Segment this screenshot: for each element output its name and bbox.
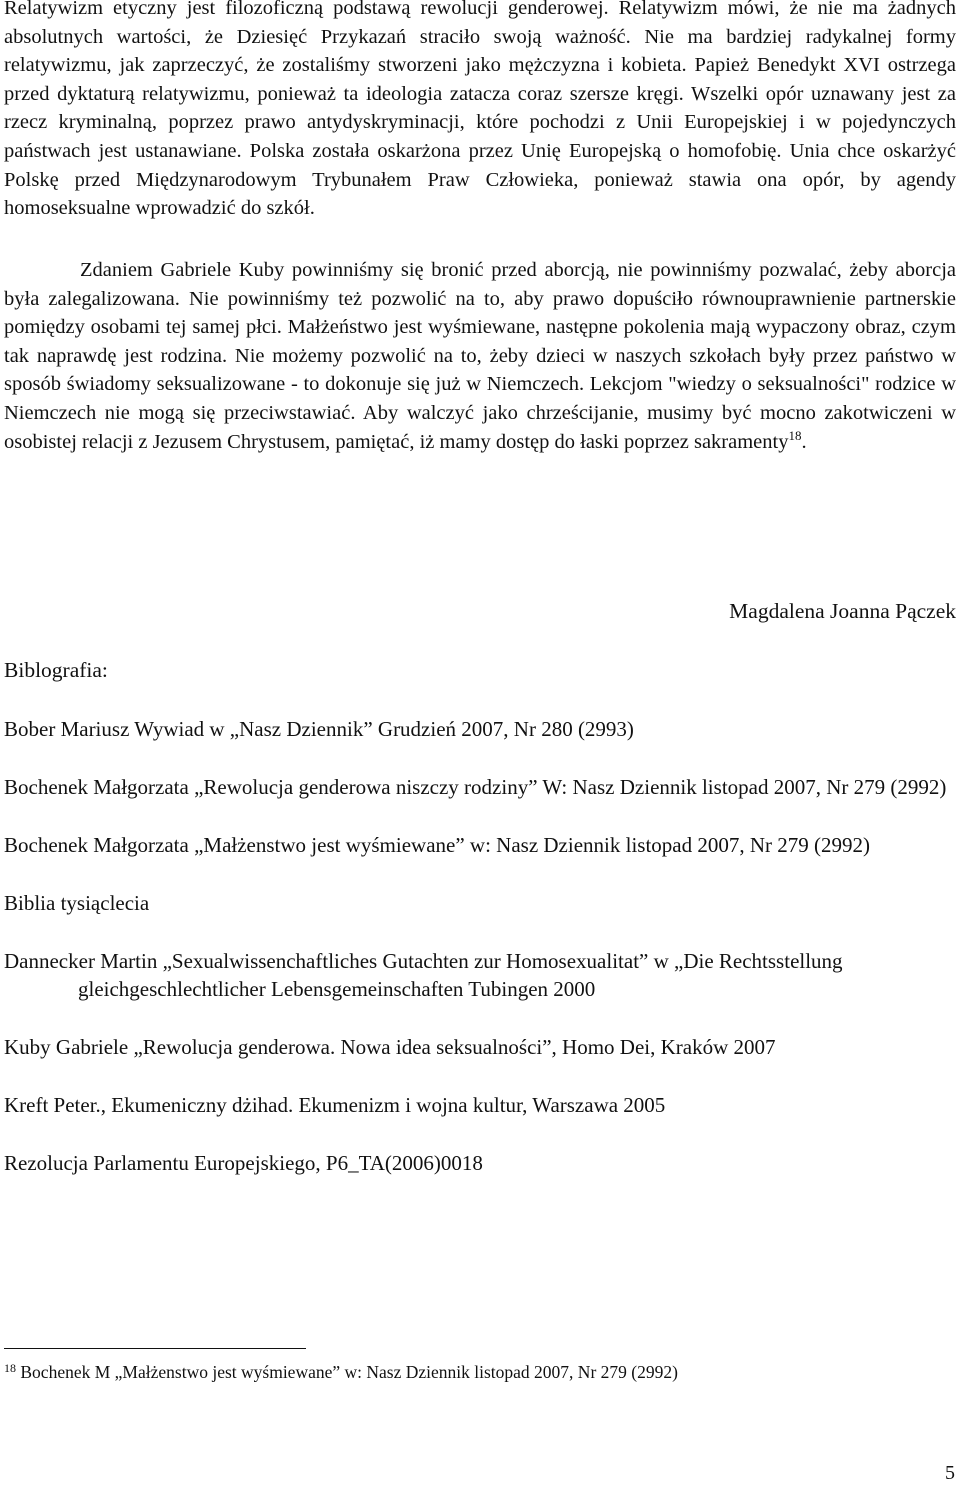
- body-paragraph-2: [4, 256, 956, 456]
- bibliography-entry: Biblia tysiąclecia: [4, 891, 150, 915]
- footnote-separator: [4, 1348, 306, 1349]
- bibliography-entry: Kreft Peter., Ekumeniczny dżihad. Ekumenizm i wojna kultur, Warszawa 2005: [4, 1093, 666, 1117]
- bibliography-entry: Dannecker Martin „Sexualwissenchaftliches Gutachten zur Homosexualitat” w „Die Rechtsstellung gleichgeschlechtlicher Lebensgemeinschaften Tubingen 2000: [4, 949, 843, 1001]
- sentence-end: .: [801, 430, 807, 453]
- paragraph-text: Zdaniem Gabriele Kuby powinniśmy się bronić przed aborcją, nie powinniśmy pozwalać, żeby aborcja była zalegalizowana. Nie powinniśmy też pozwolić na to, aby prawo dopuściło równouprawnienie partnerskie pomiędzy osobami tej samej płci. Małżeństwo jest wyśmiewane, następne pokolenia mają wypaczony obraz, czym tak naprawdę jest rodzina. Nie możemy pozwolić na to, żeby dzieci w naszych szkołach były przez państwo w sposób świadomy seksualizowane - to dokonuje się już w Niemczech. Lekcjom "wiedzy o seksualności" rodzice w Niemczech nie mogą się przeciwstawiać. Aby walczyć jako chrześcijanie, musimy być mocno zakotwiczeni w osobistej relacji z Jezusem Chrystusem, pamiętać, iż mamy dostęp do łaski poprzez sakramenty: [4, 259, 956, 453]
- bibliography-heading: Biblografia:: [4, 658, 108, 682]
- body-paragraph-1: [4, 0, 956, 223]
- footnote: [4, 1362, 678, 1383]
- bibliography-list: [4, 715, 949, 1207]
- bibliography-entry: Kuby Gabriele „Rewolucja genderowa. Nowa idea seksualności”, Homo Dei, Kraków 2007: [4, 1035, 776, 1059]
- bibliography-entry: Rezolucja Parlamentu Europejskiego, P6_TA(2006)0018: [4, 1151, 483, 1175]
- page-number: 5: [945, 1462, 955, 1484]
- footnote-reference[interactable]: 18: [788, 427, 802, 443]
- bibliography-entry: Bober Mariusz Wywiad w „Nasz Dziennik” Grudzień 2007, Nr 280 (2993): [4, 717, 634, 741]
- bibliography-entry: Bochenek Małgorzata „Małżenstwo jest wyśmiewane” w: Nasz Dziennik listopad 2007, Nr 279 (2992): [4, 833, 871, 857]
- footnote-number: 18: [4, 1361, 16, 1375]
- footnote-text: Bochenek M „Małżenstwo jest wyśmiewane” w: Nasz Dziennik listopad 2007, Nr 279 (2992): [20, 1362, 678, 1382]
- bibliography-entry: Bochenek Małgorzata „Rewolucja genderowa niszczy rodziny” W: Nasz Dziennik listopad 2007, Nr 279 (2992): [4, 775, 947, 799]
- paragraph-text: Relatywizm etyczny jest filozoficzną podstawą rewolucji genderowej. Relatywizm mówi, że nie ma żadnych absolutnych wartości, że Dziesięć Przykazań straciło swoją ważność. Nie ma bardziej radykalnej formy relatywizmu, jak zaprzeczyć, że zostaliśmy stworzeni jako mężczyzna i kobieta. Papież Benedykt XVI ostrzega przed dyktaturą relatywizmu, ponieważ ta ideologia zatacza coraz szersze kręgi. Wszelki opór uznawany jest za rzecz kryminalną, poprzez prawo antydyskryminacji, które pochodzi z Unii Europejskiej i w pojedynczych państwach jest ustanawiane. Polska została oskarżona przez Unię Europejską o homofobię. Unia chce oskarżyć Polskę przed Międzynarodowym Trybunałem Praw Człowieka, ponieważ stawia ona opór, by agendy homoseksualne wprowadzić do szkół.: [4, 0, 956, 220]
- author-signature: Magdalena Joanna Pączek: [729, 599, 956, 623]
